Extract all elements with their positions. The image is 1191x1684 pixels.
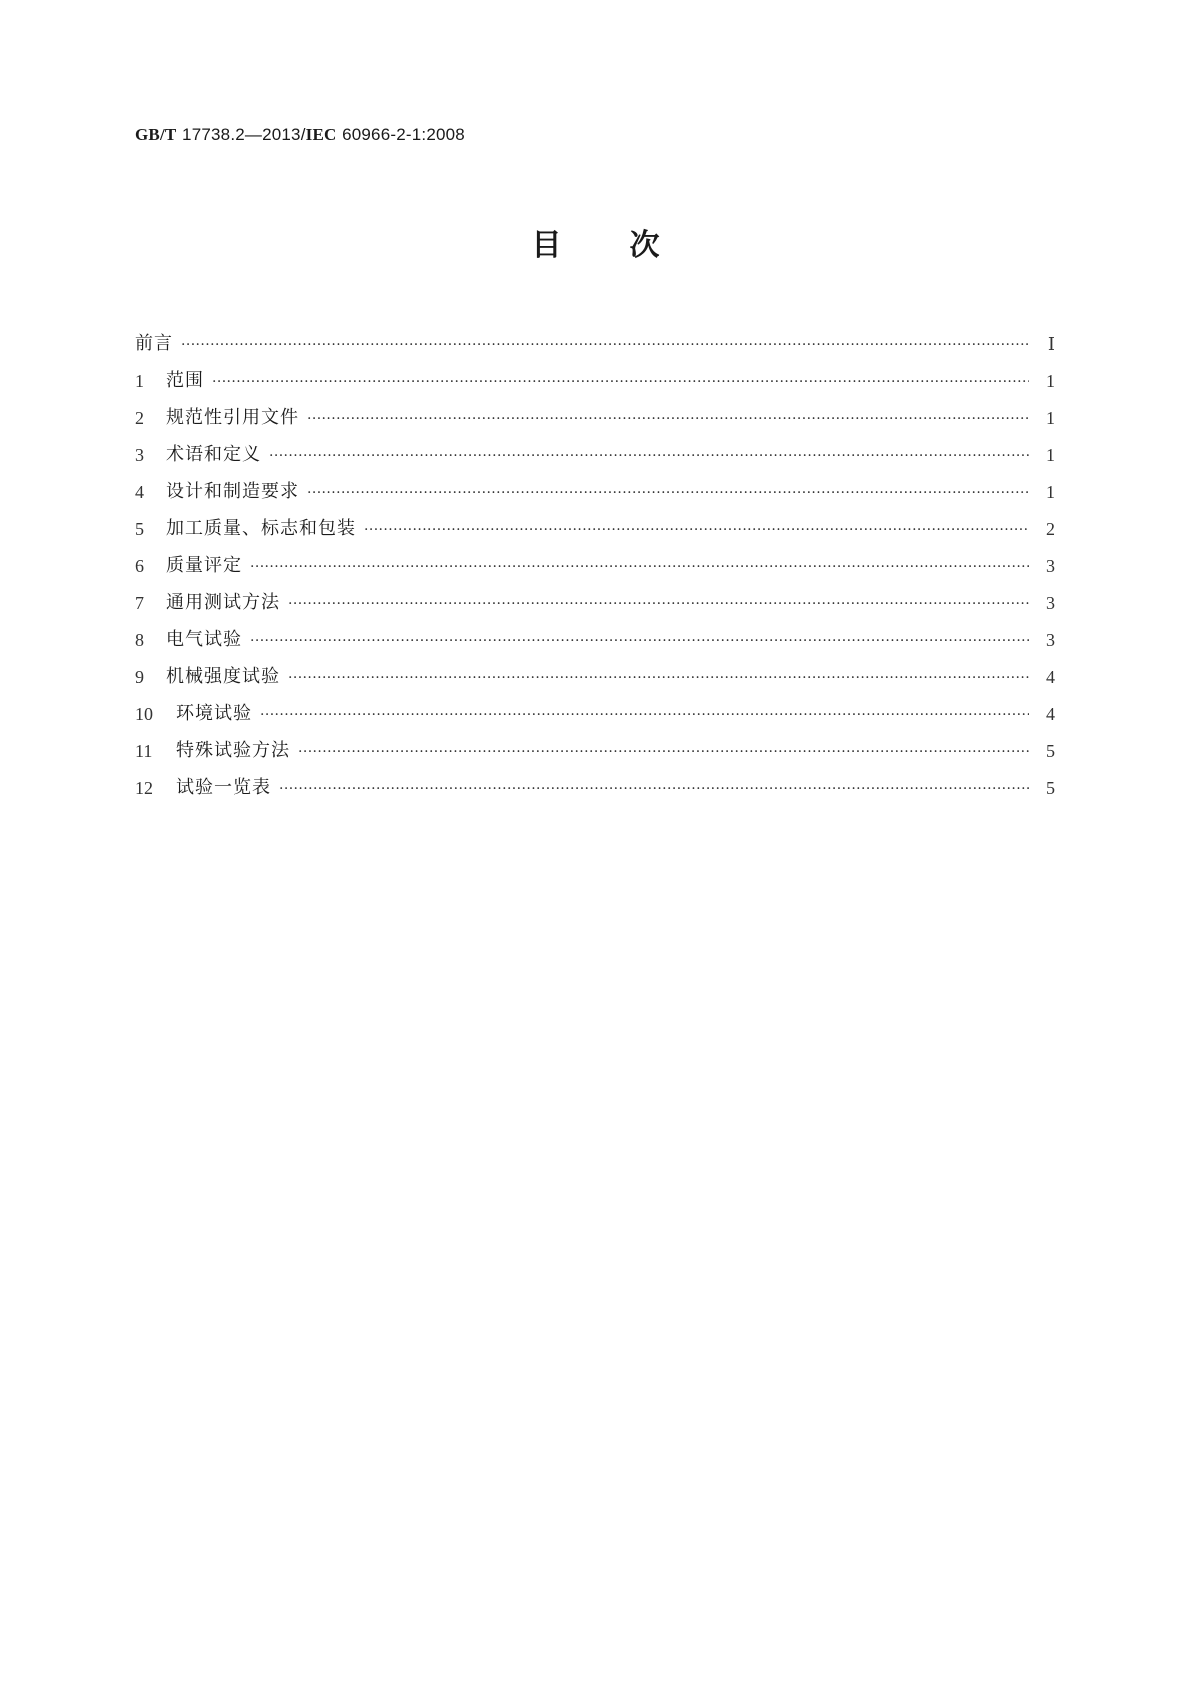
toc-entry-page: 4 [1046, 666, 1055, 687]
standard-prefix: GB/T [135, 125, 177, 144]
toc-entry-page: 1 [1046, 370, 1055, 391]
toc-leader-dots [269, 445, 1029, 467]
toc-entry-page: 1 [1046, 407, 1055, 428]
iec-prefix: IEC [305, 125, 337, 144]
toc-entry-number: 2 [135, 407, 144, 428]
toc-entry-title: 前言 [135, 332, 173, 354]
toc-entry-page: 2 [1046, 518, 1055, 539]
toc-entry-number: 5 [135, 518, 144, 539]
toc-entry-title: 特殊试验方法 [176, 739, 290, 761]
toc-entry-quality-assessment[interactable] [135, 547, 1055, 584]
toc-leader-dots [279, 778, 1029, 800]
toc-entry-number: 11 [135, 740, 153, 761]
toc-entry-title: 质量评定 [166, 554, 242, 576]
toc-leader-dots [212, 371, 1029, 393]
toc-entry-number: 8 [135, 629, 144, 650]
toc-entry-number: 9 [135, 666, 144, 687]
toc-entry-page: 3 [1046, 629, 1055, 650]
toc-entry-number: 1 [135, 370, 144, 391]
toc-leader-dots [307, 482, 1029, 504]
toc-leader-dots [250, 630, 1029, 652]
toc-entry-electrical-tests[interactable] [135, 621, 1055, 658]
toc-leader-dots [250, 556, 1029, 578]
toc-entry-title: 规范性引用文件 [166, 406, 299, 428]
standard-number: 17738.2—2013/ [182, 125, 306, 144]
toc-entry-page: 5 [1046, 740, 1055, 761]
toc-entry-scope[interactable] [135, 362, 1055, 399]
toc-entry-page: 1 [1046, 444, 1055, 465]
toc-entry-page: 5 [1046, 777, 1055, 798]
page-title: 目次 [531, 228, 728, 263]
toc-entry-number: 4 [135, 481, 144, 502]
toc-leader-dots [298, 741, 1029, 763]
toc-entry-page: 3 [1046, 555, 1055, 576]
toc-entry-page: Ⅰ [1047, 333, 1055, 354]
toc-entry-title: 设计和制造要求 [166, 480, 299, 502]
iec-number: 60966-2-1:2008 [342, 125, 465, 144]
toc-entry-title: 加工质量、标志和包装 [166, 517, 356, 539]
toc-leader-dots [181, 334, 1029, 356]
toc-entry-environmental-tests[interactable] [135, 695, 1055, 732]
toc-entry-normative-references[interactable] [135, 399, 1055, 436]
toc-entry-mechanical-tests[interactable] [135, 658, 1055, 695]
toc-entry-page: 3 [1046, 592, 1055, 613]
toc-leader-dots [307, 408, 1029, 430]
toc-leader-dots [260, 704, 1029, 726]
table-of-contents [135, 325, 1055, 806]
toc-entry-page: 4 [1046, 703, 1055, 724]
toc-entry-number: 6 [135, 555, 144, 576]
toc-entry-number: 3 [135, 444, 144, 465]
toc-entry-test-methods[interactable] [135, 584, 1055, 621]
toc-leader-dots [288, 593, 1029, 615]
toc-entry-workmanship[interactable] [135, 510, 1055, 547]
toc-entry-page: 1 [1046, 481, 1055, 502]
toc-entry-title: 电气试验 [166, 628, 242, 650]
toc-entry-title: 机械强度试验 [166, 665, 280, 687]
toc-entry-foreword[interactable] [135, 325, 1055, 362]
toc-entry-title: 试验一览表 [176, 776, 271, 798]
toc-entry-number: 10 [135, 703, 153, 724]
toc-entry-special-test-methods[interactable] [135, 732, 1055, 769]
toc-leader-dots [364, 519, 1029, 541]
toc-leader-dots [288, 667, 1029, 689]
toc-entry-terms-definitions[interactable] [135, 436, 1055, 473]
toc-entry-title: 范围 [166, 369, 204, 391]
toc-entry-title: 环境试验 [176, 702, 252, 724]
toc-entry-design-requirements[interactable] [135, 473, 1055, 510]
toc-entry-test-schedule[interactable] [135, 769, 1055, 806]
toc-entry-title: 通用测试方法 [166, 591, 280, 613]
toc-entry-title: 术语和定义 [166, 443, 261, 465]
toc-entry-number: 12 [135, 777, 153, 798]
running-header [135, 125, 465, 145]
toc-entry-number: 7 [135, 592, 144, 613]
